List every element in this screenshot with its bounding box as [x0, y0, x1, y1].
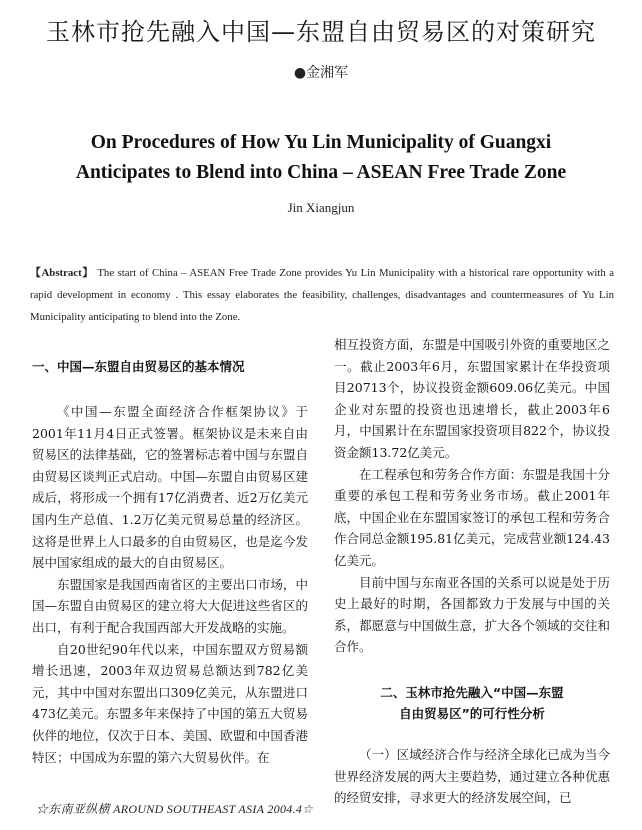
english-author: Jin Xiangjun — [287, 200, 355, 215]
abstract-text: The start of China – ASEAN Free Trade Zone provides Yu Lin Municipality with a historical rare opportunity with a rapid development in economy . This essay elaborates the feasibility, challenges, disadvantages and countermeasures of Yu Lin Municipality anticipating to blend into the Zone. — [30, 267, 614, 323]
section-2-heading — [334, 682, 610, 724]
right-paragraph-1: 相互投资方面，东盟是中国吸引外资的重要地区之一。截止2003年6月，东盟国家累计在华投资项目20713个，协议投资金额609.06亿美元。中国企业对东盟的投资也迅速增长，截止2003年6月，中国累计在东盟国家投资项目822个，协议投资金额13.72亿美元。 — [334, 337, 610, 460]
right-paragraph-4: （一）区域经济合作与经济全球化已成为当今世界经济发展的两大主要趋势，通过建立各种优惠的经贸安排，寻求更大的经济发展空间，已 — [334, 746, 610, 806]
left-paragraph-3: 自20世纪90年代以来，中国东盟双方贸易额增长迅速，2003年双边贸易总额达到782亿美元，其中中国对东盟出口309亿美元，从东盟进口473亿美元。东盟多年来保持了中国的第五大贸易伙伴的地位，仅次于日本、美国、欧盟和中国香港特区；中国成为东盟的第六大贸易伙伴。在 — [32, 641, 308, 765]
section-2-heading-line-1: 二、玉林市抢先融入“中国—东盟 — [380, 684, 564, 700]
english-title-line-2: Anticipates to Blend into China – ASEAN Free Trade Zone — [75, 162, 567, 183]
abstract-label: 【Abstract】 — [30, 267, 94, 279]
left-paragraph-2: 东盟国家是我国西南省区的主要出口市场，中国—东盟自由贸易区的建立将大大促进这些省区的出口，有利于配合我国西部大开发战略的实施。 — [32, 576, 308, 635]
english-title — [0, 128, 642, 188]
left-paragraph-1: 《中国—东盟全面经济合作框架协议》于2001年11月4日正式签署。框架协议是未来自由贸易区的法律基础，它的签署标志着中国与东盟自由贸易区谈判正式启动。中国—东盟自由贸易区建成后，将形成一个拥有17亿消费者、近2万亿美元国内生产总值、1.2万亿美元贸易总量的经济区。这将是世界上人口最多的自由贸易区，也是迄今发展中国家组成的最大的自由贸易区。 — [32, 404, 308, 571]
chinese-title: 玉林市抢先融入中国—东盟自由贸易区的对策研究 — [46, 18, 596, 46]
english-title-line-1: On Procedures of How Yu Lin Municipality of Guangxi — [90, 132, 552, 153]
right-paragraph-3: 目前中国与东南亚各国的关系可以说是处于历史上最好的时期，各国都致力于发展与中国的关系，都愿意与中国做生意，扩大各个领域的交往和合作。 — [334, 574, 610, 655]
left-column — [32, 340, 308, 768]
section-2-heading-line-2: 自由贸易区”的可行性分析 — [399, 705, 545, 721]
section-1-heading: 一、中国—东盟自由贸易区的基本情况 — [32, 359, 245, 374]
abstract — [30, 262, 614, 328]
journal-footer: ☆东南亚纵横 AROUND SOUTHEAST ASIA 2004.4☆ — [36, 802, 314, 816]
right-column — [334, 334, 610, 809]
right-paragraph-2: 在工程承包和劳务合作方面：东盟是我国十分重要的承包工程和劳务业务市场。截止2001年底，中国企业在东盟国家签订的承包工程和劳务合作合同总金额195.81亿美元，完成营业额124.43亿美元。 — [334, 466, 610, 568]
chinese-author: ●金湘军 — [293, 65, 349, 81]
